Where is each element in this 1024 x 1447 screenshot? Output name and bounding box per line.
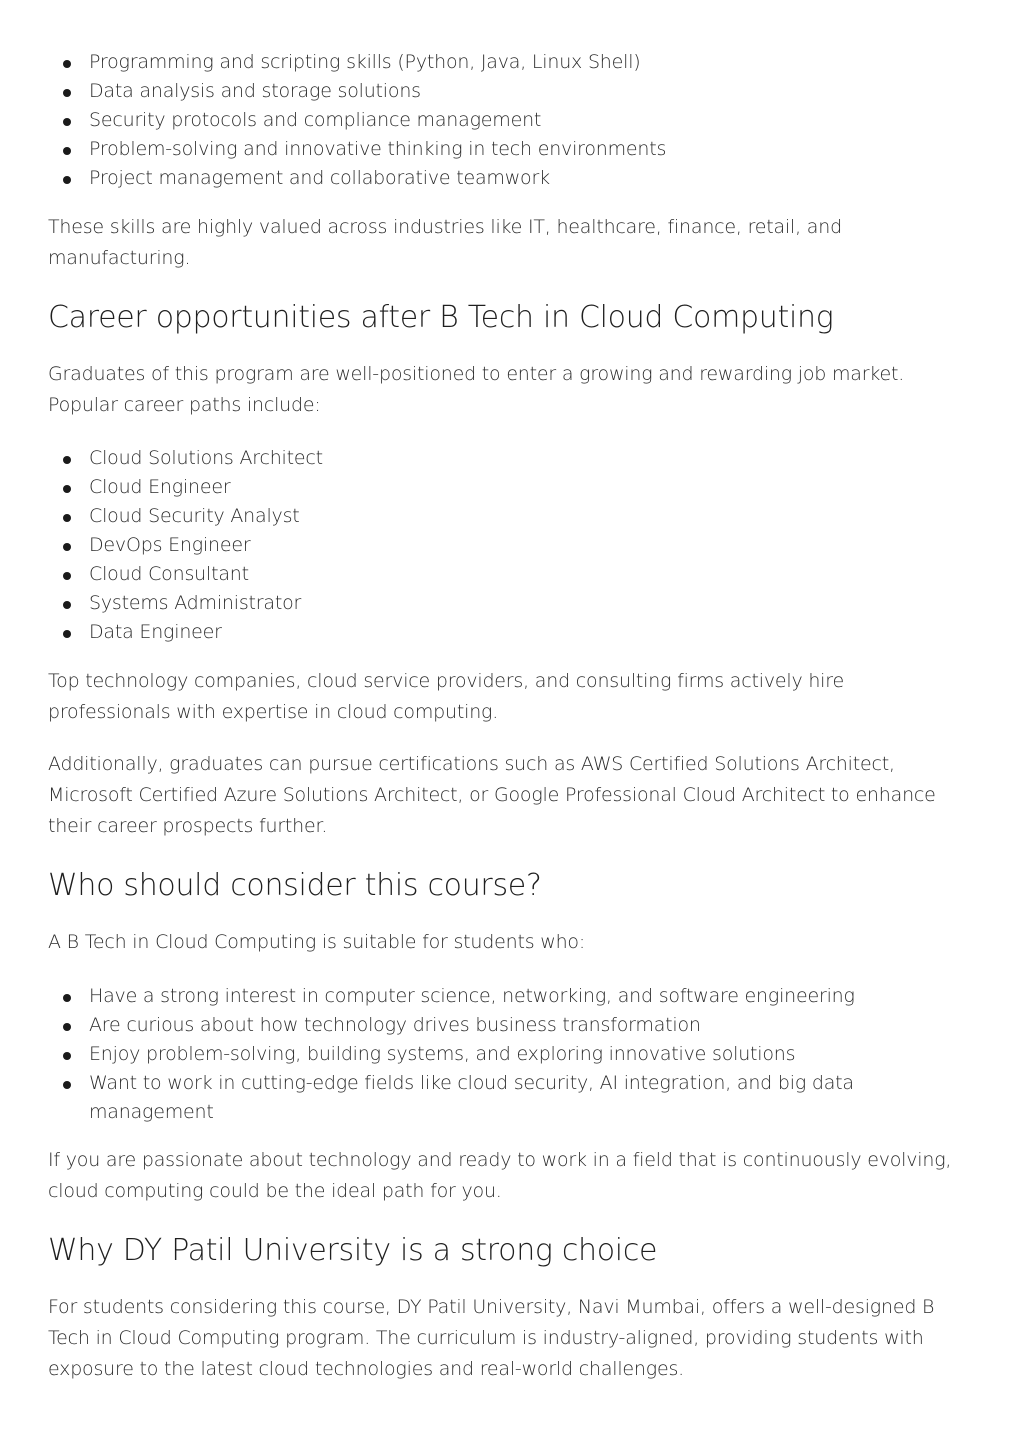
list-item: Cloud Engineer <box>48 473 323 502</box>
list-item: Project management and collaborative teamwork <box>48 164 666 193</box>
list-item: Programming and scripting skills (Python, Java, Linux Shell) <box>48 48 666 77</box>
why-paragraph: For students considering this course, DY Patil University, Navi Mumbai, offers a well-designed B Tech in Cloud Computing program. The curriculum is industry-aligned, providing students with exposure to the latest cloud technologies and real-world challenges. <box>48 1296 935 1380</box>
career-roles-list <box>48 444 323 647</box>
list-item: Enjoy problem-solving, building systems, and exploring innovative solutions <box>48 1040 908 1069</box>
list-item: Cloud Solutions Architect <box>48 444 323 473</box>
list-item: Security protocols and compliance management <box>48 106 666 135</box>
certifications-paragraph: Additionally, graduates can pursue certifications such as AWS Certified Solutions Architect, Microsoft Certified Azure Solutions Architect, or Google Professional Cloud Architect to enhance their career prospects further. <box>48 753 936 837</box>
career-intro-paragraph: Graduates of this program are well-positioned to enter a growing and rewarding job market. Popular career paths include: <box>48 363 905 416</box>
why-heading: Why DY Patil University is a strong choice <box>48 1233 658 1268</box>
who-list <box>48 982 908 1127</box>
list-item: Want to work in cutting-edge fields like cloud security, AI integration, and big data management <box>48 1069 908 1127</box>
list-item: Data analysis and storage solutions <box>48 77 666 106</box>
list-item: Problem-solving and innovative thinking in tech environments <box>48 135 666 164</box>
list-item: Data Engineer <box>48 618 323 647</box>
hiring-paragraph: Top technology companies, cloud service providers, and consulting firms actively hire professionals with expertise in cloud computing. <box>48 670 844 723</box>
list-item: Cloud Consultant <box>48 560 323 589</box>
list-item: Systems Administrator <box>48 589 323 618</box>
list-item: Have a strong interest in computer science, networking, and software engineering <box>48 982 908 1011</box>
list-item: DevOps Engineer <box>48 531 323 560</box>
skills-paragraph: These skills are highly valued across industries like IT, healthcare, finance, retail, and manufacturing. <box>48 216 842 269</box>
skills-list <box>48 48 666 193</box>
who-heading: Who should consider this course? <box>48 868 542 903</box>
career-heading: Career opportunities after B Tech in Cloud Computing <box>48 300 834 335</box>
closing-paragraph: If you are passionate about technology and ready to work in a field that is continuously evolving, cloud computing could be the ideal path for you. <box>48 1149 952 1202</box>
list-item: Are curious about how technology drives business transformation <box>48 1011 908 1040</box>
list-item: Cloud Security Analyst <box>48 502 323 531</box>
who-intro-paragraph: A B Tech in Cloud Computing is suitable for students who: <box>48 931 586 953</box>
